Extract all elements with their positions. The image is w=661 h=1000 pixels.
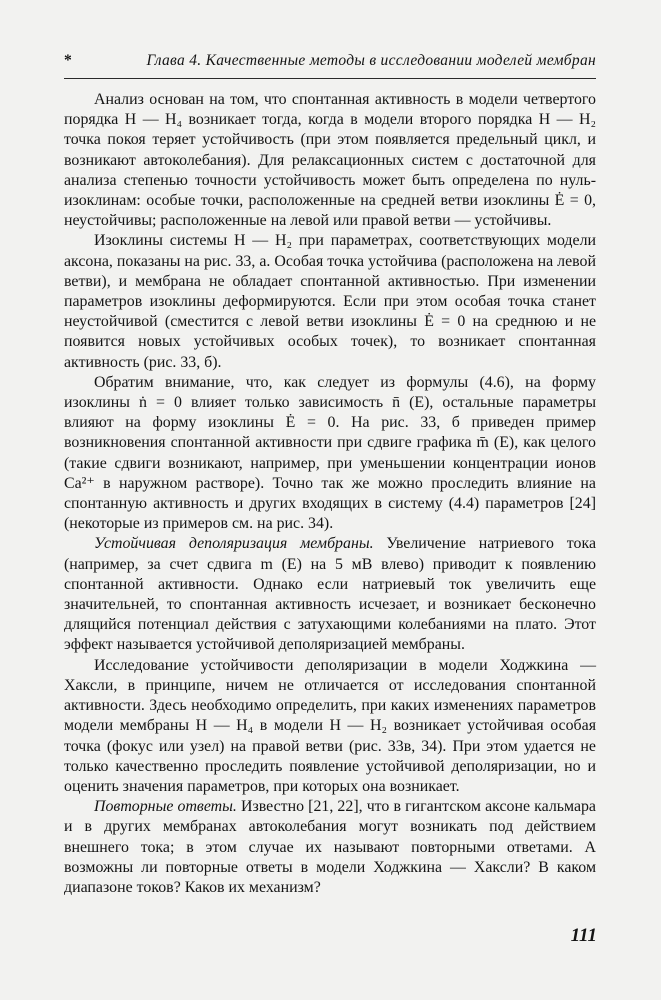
paragraph-text: Обратим внимание, что, как следует из формулы (4.6), на форму изоклины ṅ = 0 влияет только зависимость n̄ (E), остальные параметры влияют на форму изоклины Ė = 0. На рис. 33, б приведен пример возникновения спонтанной активности при сдвиге графика m̄ (E), как целого (такие сдвиги возникают, например, при уменьшении концентрации ионов Ca²⁺ в наружном растворе). Точно так же можно проследить влияние на спонтанную активность и других входящих в систему (4.4) параметров [24] (некоторые из примеров см. на рис. 34). <box>64 373 596 533</box>
chapter-title: Глава 4. Качественные методы в исследовании моделей мембран <box>146 52 596 69</box>
paragraph-text: Известно [21, 22], что в гигантском аксоне кальмара и в других мембранах автоколебания могут возникать под действием внешнего тока; в этом случае их называют повторными ответами. А возможны ли повторные ответы в модели Ходжкина — Хаксли? В каком диапазоне токов? Каков их механизм? <box>64 798 596 896</box>
paragraph <box>64 656 596 797</box>
page-number: 111 <box>570 925 597 946</box>
running-head <box>64 52 596 74</box>
paragraph <box>64 797 596 898</box>
paragraph-lead-in: Повторные ответы. <box>94 798 237 816</box>
header-rule <box>64 78 596 79</box>
paragraph-text: Изоклины системы H — H₂ при параметрах, соответствующих модели аксона, показаны на рис. 33, а. Особая точка устойчива (расположена на левой ветви), и мембрана не обладает спонтанной активностью. При изменении параметров изоклины деформируются. Если при этом особая точка станет неустойчивой (сместится с левой ветви изоклины Ė = 0 на среднюю и не появится новых устойчивых особых точек), то возникает спонтанная активность (рис. 33, б). <box>64 232 596 371</box>
paragraph-lead-in: Устойчивая деполяризация мембраны. <box>94 535 374 553</box>
paragraph-text: Анализ основан на том, что спонтанная активность в модели четвертого порядка H — H₄ возникает тогда, когда в модели второго порядка H — H₂ точка покоя теряет устойчивость (при этом появляется предельный цикл, и возникают автоколебания). Для релаксационных систем с достаточной для анализа степенью точности устойчивость может быть определена по нуль-изоклинам: особые точки, расположенные на средней ветви изоклины Ė = 0, неустойчивы; расположенные на левой или правой ветви — устойчивы. <box>64 91 596 230</box>
paragraph-text: Увеличение натриевого тока (например, за счет сдвига m (E) на 5 мВ влево) приводит к появлению спонтанной активности. Однако если натриевый ток увеличить еще значительней, то спонтанная активность исчезает, и возникает бесконечно длящийся потенциал действия с затухающими колебаниями на плато. Этот эффект называется устойчивой деполяризацией мембраны. <box>64 535 596 654</box>
section-marker: * <box>64 52 73 69</box>
body-text <box>64 90 596 898</box>
paragraph <box>64 534 596 655</box>
paragraph <box>64 373 596 535</box>
paragraph <box>64 231 596 372</box>
paragraph-text: Исследование устойчивости деполяризации в модели Ходжкина — Хаксли, в принципе, ничем не отличается от исследования спонтанной активности. Здесь необходимо определить, при каких изменениях параметров модели мембраны H — H₄ в модели H — H₂ возникает устойчивая особая точка (фокус или узел) на правой ветви (рис. 33в, 34). При этом удается не только качественно проследить появление устойчивой деполяризации, но и оценить значения параметров, при которых она возникает. <box>64 656 596 795</box>
paragraph <box>64 90 596 231</box>
